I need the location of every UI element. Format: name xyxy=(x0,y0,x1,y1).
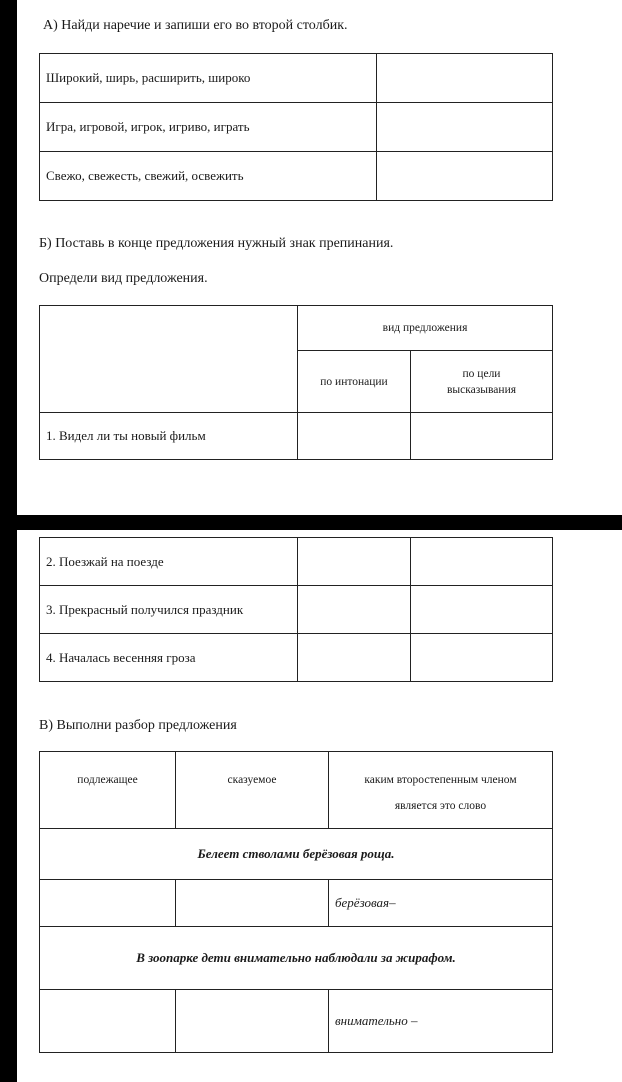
table-row xyxy=(40,990,553,1053)
col-member-header xyxy=(329,752,553,829)
sentence-cell: 3. Прекрасный получился праздник xyxy=(40,586,298,634)
group-header: вид предложения xyxy=(298,306,553,351)
col-member-line-2: является это слово xyxy=(394,800,487,812)
section-b-subheading: Определи вид предложения. xyxy=(39,271,208,286)
table-row xyxy=(40,634,553,682)
table-row xyxy=(40,54,553,103)
word-2-cell[interactable]: внимательно – xyxy=(329,990,553,1053)
answer-cell[interactable] xyxy=(298,634,411,682)
sentence-1-row: Белеет стволами берёзовая роща. xyxy=(40,829,553,880)
word-list-cell: Свежо, свежесть, свежий, освежить xyxy=(40,152,377,201)
sentence-type-table-part-2 xyxy=(39,537,553,682)
answer-cell[interactable] xyxy=(298,538,411,586)
table-row xyxy=(40,880,553,927)
word-list-cell: Игра, игровой, игрок, игриво, играть xyxy=(40,103,377,152)
table-row xyxy=(40,103,553,152)
section-c-heading: В) Выполни разбор предложения xyxy=(39,718,237,733)
table-row xyxy=(40,586,553,634)
answer-cell[interactable] xyxy=(411,586,553,634)
col-intonation-header: по интонации xyxy=(298,351,411,413)
worksheet-page-1 xyxy=(17,0,622,515)
predicate-answer-cell[interactable] xyxy=(176,990,329,1053)
sentence-cell: 4. Началась весенняя гроза xyxy=(40,634,298,682)
col-subject-header: подлежащее xyxy=(40,752,176,829)
subject-answer-cell[interactable] xyxy=(40,990,176,1053)
sentence-type-table-part-1 xyxy=(39,305,553,460)
col-purpose-line-1: по цели xyxy=(462,367,501,380)
sentence-cell: 2. Поезжай на поезде xyxy=(40,538,298,586)
sentence-cell: 1. Видел ли ты новый фильм xyxy=(40,413,298,460)
word-1-cell[interactable]: берёзовая– xyxy=(329,880,553,927)
col-purpose-line-2: высказывания xyxy=(446,383,517,396)
col-purpose-header xyxy=(411,351,553,413)
answer-cell[interactable] xyxy=(411,634,553,682)
section-a-heading: А) Найди наречие и запиши его во второй столбик. xyxy=(43,18,348,33)
empty-header-cell xyxy=(40,306,298,413)
answer-cell[interactable] xyxy=(377,54,553,103)
adverb-table xyxy=(39,53,553,201)
col-member-line-1: каким второстепенным членом xyxy=(364,774,517,786)
answer-cell[interactable] xyxy=(377,152,553,201)
table-row xyxy=(40,538,553,586)
col-predicate-header: сказуемое xyxy=(176,752,329,829)
predicate-answer-cell[interactable] xyxy=(176,880,329,927)
table-row xyxy=(40,413,553,460)
answer-cell[interactable] xyxy=(411,413,553,460)
sentence-2-row: В зоопарке дети внимательно наблюдали за жирафом. xyxy=(40,927,553,990)
answer-cell[interactable] xyxy=(377,103,553,152)
table-row xyxy=(40,152,553,201)
answer-cell[interactable] xyxy=(411,538,553,586)
worksheet-page-2 xyxy=(17,530,622,1082)
subject-answer-cell[interactable] xyxy=(40,880,176,927)
sentence-parse-table xyxy=(39,751,553,1053)
answer-cell[interactable] xyxy=(298,413,411,460)
section-b-heading: Б) Поставь в конце предложения нужный знак препинания. xyxy=(39,236,394,251)
answer-cell[interactable] xyxy=(298,586,411,634)
word-list-cell: Широкий, ширь, расширить, широко xyxy=(40,54,377,103)
